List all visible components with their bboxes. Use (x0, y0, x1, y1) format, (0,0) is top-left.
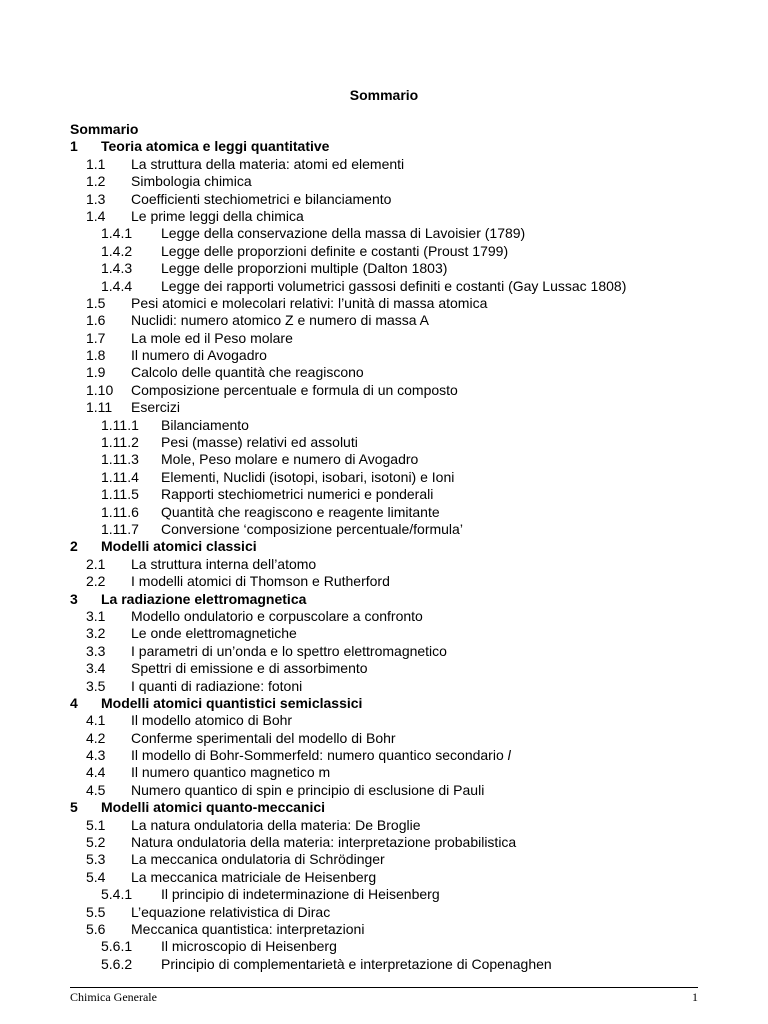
toc-entry-title: Rapporti stechiometrici numerici e ponderali (161, 486, 434, 503)
toc-entry[interactable] (70, 556, 750, 573)
toc-entry-number: 2.1 (86, 555, 106, 572)
toc-entry-title: Quantità che reagiscono e reagente limitante (161, 503, 440, 520)
toc-entry-title: La mole ed il Peso molare (131, 329, 293, 346)
toc-entry[interactable] (70, 278, 750, 295)
toc-entry[interactable] (70, 625, 750, 642)
toc-entry[interactable] (70, 521, 750, 538)
toc-entry-number: 1 (70, 138, 78, 155)
toc-entry-title: Legge dei rapporti volumetrici gassosi definiti e costanti (Gay Lussac 1808) (161, 277, 627, 294)
toc-entry[interactable] (70, 747, 750, 764)
toc-entry-title: Natura ondulatoria della materia: interpretazione probabilistica (131, 834, 517, 851)
toc-heading[interactable]: Sommario (70, 121, 139, 137)
toc-entry-title: Il modello di Bohr-Sommerfeld: numero quantico secondario l (131, 747, 511, 764)
toc-entry-number: 1.5 (86, 294, 106, 311)
toc-entry-title: L’equazione relativistica di Dirac (131, 903, 331, 920)
toc-entry[interactable] (70, 225, 750, 242)
table-of-contents (70, 121, 750, 973)
toc-entry-title: I quanti di radiazione: fotoni (131, 677, 303, 694)
toc-entry[interactable] (70, 938, 750, 955)
toc-entry-title: I parametri di un’onda e lo spettro elettromagnetico (131, 642, 447, 659)
toc-entry-number: 3.5 (86, 677, 106, 694)
toc-entry[interactable] (70, 573, 750, 590)
toc-entry-title: La radiazione elettromagnetica (101, 590, 307, 607)
toc-entry-title: La meccanica matriciale de Heisenberg (131, 868, 377, 885)
toc-entry[interactable] (70, 330, 750, 347)
toc-entry[interactable] (70, 243, 750, 260)
toc-entry[interactable] (70, 364, 750, 381)
toc-entry[interactable] (70, 851, 750, 868)
toc-entry-title: Esercizi (131, 399, 181, 416)
toc-entry[interactable] (70, 382, 750, 399)
toc-entry[interactable] (70, 591, 750, 608)
toc-entry[interactable] (70, 138, 750, 155)
toc-entry-number: 1.4 (86, 207, 106, 224)
toc-entry[interactable] (70, 660, 750, 677)
toc-entry-number: 1.3 (86, 190, 106, 207)
toc-entry-number: 5.2 (86, 834, 106, 851)
toc-entry-title: Il principio di indeterminazione di Heisenberg (161, 886, 440, 903)
toc-entry-number: 3.3 (86, 642, 106, 659)
toc-entry[interactable] (70, 417, 750, 434)
toc-entry-number: 4.3 (86, 747, 106, 764)
toc-entry[interactable] (70, 730, 750, 747)
toc-entry-number: 1.10 (86, 381, 114, 398)
toc-entry-title: Modelli atomici quantistici semiclassici (101, 694, 363, 711)
toc-entry[interactable] (70, 260, 750, 277)
toc-entry[interactable] (70, 799, 750, 816)
toc-entry-title: Legge della conservazione della massa di Lavoisier (1789) (161, 225, 526, 242)
toc-entry-number: 5.6 (86, 920, 106, 937)
toc-entry-title: Modello ondulatorio e corpuscolare a confronto (131, 607, 423, 624)
toc-entry[interactable] (70, 643, 750, 660)
toc-entry-number: 1.11.5 (101, 486, 139, 503)
toc-entry-title: Bilanciamento (161, 416, 249, 433)
toc-entry[interactable] (70, 712, 750, 729)
toc-entry-number: 1.8 (86, 347, 106, 364)
toc-entry-number: 1.11 (86, 399, 113, 416)
toc-entry-title: Pesi atomici e molecolari relativi: l’unità di massa atomica (131, 294, 488, 311)
toc-entry-title: Legge delle proporzioni multiple (Dalton 1803) (161, 260, 448, 277)
toc-entry-number: 5.5 (86, 903, 106, 920)
toc-entry-number: 5.6.2 (101, 955, 133, 972)
toc-entry-title: Coefficienti stechiometrici e bilanciamento (131, 190, 392, 207)
toc-entry-title: Composizione percentuale e formula di un composto (131, 381, 458, 398)
toc-entry[interactable] (70, 295, 750, 312)
toc-entry-number: 3.4 (86, 660, 106, 677)
toc-list (70, 138, 750, 973)
toc-entry[interactable] (70, 504, 750, 521)
toc-entry[interactable] (70, 869, 750, 886)
toc-entry-number: 1.9 (86, 364, 106, 381)
toc-entry-title: Numero quantico di spin e principio di esclusione di Pauli (131, 781, 485, 798)
toc-entry[interactable] (70, 399, 750, 416)
page-number: 1 (692, 990, 698, 1004)
toc-entry-number: 1.11.6 (101, 503, 139, 520)
toc-entry-number: 1.11.4 (101, 468, 139, 485)
toc-entry-title: Teoria atomica e leggi quantitative (101, 138, 330, 155)
toc-entry-number: 5.4.1 (101, 886, 133, 903)
toc-entry-number: 4.4 (86, 764, 106, 781)
toc-entry[interactable] (70, 173, 750, 190)
toc-entry-number: 3.2 (86, 625, 106, 642)
toc-entry-title: Calcolo delle quantità che reagiscono (131, 364, 364, 381)
toc-entry-title: Conferme sperimentali del modello di Bohr (131, 729, 396, 746)
toc-entry-number: 1.2 (86, 173, 106, 190)
footer-title: Chimica Generale (70, 990, 157, 1004)
toc-entry[interactable] (70, 904, 750, 921)
toc-entry-number: 1.4.2 (101, 242, 133, 259)
toc-entry[interactable] (70, 451, 750, 468)
toc-entry-number: 1.11.1 (101, 416, 139, 433)
toc-entry-number: 1.11.2 (101, 434, 139, 451)
toc-entry-title: Il modello atomico di Bohr (131, 712, 293, 729)
toc-entry-number: 5.3 (86, 851, 106, 868)
toc-entry[interactable] (70, 191, 750, 208)
toc-entry-title: Legge delle proporzioni definite e costanti (Proust 1799) (161, 242, 509, 259)
toc-entry-title: Il numero quantico magnetico m (131, 764, 331, 781)
toc-entry-number: 5.1 (86, 816, 106, 833)
toc-entry-title: Nuclidi: numero atomico Z e numero di massa A (131, 312, 430, 329)
toc-entry[interactable] (70, 678, 750, 695)
toc-entry-title: Le onde elettromagnetiche (131, 625, 297, 642)
toc-entry[interactable] (70, 347, 750, 364)
toc-entry-number: 3.1 (86, 607, 106, 624)
toc-entry-title: Conversione ‘composizione percentuale/formula’ (161, 520, 463, 537)
toc-entry-title: I modelli atomici di Thomson e Rutherford (131, 573, 390, 590)
toc-entry[interactable] (70, 538, 750, 555)
toc-entry-number: 5 (70, 799, 78, 816)
toc-entry[interactable] (70, 817, 750, 834)
toc-entry[interactable] (70, 434, 750, 451)
toc-entry-title: La struttura interna dell’atomo (131, 555, 317, 572)
toc-entry[interactable] (70, 156, 750, 173)
toc-entry[interactable] (70, 208, 750, 225)
toc-entry-title: Elementi, Nuclidi (isotopi, isobari, isotoni) e Ioni (161, 468, 455, 485)
toc-entry-title: Modelli atomici classici (101, 538, 257, 555)
toc-entry-title: Simbologia chimica (131, 173, 252, 190)
toc-entry[interactable] (70, 886, 750, 903)
toc-entry-number: 1.11.3 (101, 451, 139, 468)
toc-entry-title: Modelli atomici quanto-meccanici (101, 799, 326, 816)
toc-entry-number: 1.4.4 (101, 277, 133, 294)
toc-entry-title: La meccanica ondulatoria di Schrödinger (131, 851, 385, 868)
toc-entry[interactable] (70, 782, 750, 799)
toc-entry[interactable] (70, 608, 750, 625)
toc-entry-title: Principio di complementarietà e interpretazione di Copenaghen (161, 955, 552, 972)
toc-entry-number: 4 (70, 694, 78, 711)
toc-entry-title: Il numero di Avogadro (131, 347, 267, 364)
toc-entry-title: Il microscopio di Heisenberg (161, 938, 337, 955)
toc-entry-title: La struttura della materia: atomi ed elementi (131, 155, 405, 172)
page-title: Sommario (349, 87, 419, 103)
toc-entry-number: 1.7 (86, 329, 106, 346)
footer-divider (70, 987, 698, 988)
toc-entry[interactable] (70, 695, 750, 712)
toc-entry-number: 4.2 (86, 729, 106, 746)
toc-entry-title: Spettri di emissione e di assorbimento (131, 660, 368, 677)
toc-entry-number: 2 (70, 538, 78, 555)
toc-entry[interactable] (70, 921, 750, 938)
toc-entry-number: 1.1 (86, 155, 106, 172)
toc-entry[interactable] (70, 469, 750, 486)
toc-entry-number: 1.4.1 (101, 225, 133, 242)
toc-entry[interactable] (70, 486, 750, 503)
toc-entry-number: 4.5 (86, 781, 106, 798)
toc-entry[interactable] (70, 956, 750, 973)
toc-entry[interactable] (70, 312, 750, 329)
toc-entry-title: Le prime leggi della chimica (131, 207, 304, 224)
toc-entry-number: 4.1 (86, 712, 106, 729)
toc-entry-title: Meccanica quantistica: interpretazioni (131, 920, 365, 937)
toc-entry-number: 3 (70, 590, 78, 607)
toc-entry-title: Pesi (masse) relativi ed assoluti (161, 434, 358, 451)
toc-entry[interactable] (70, 764, 750, 781)
toc-entry-number: 5.4 (86, 868, 106, 885)
toc-entry[interactable] (70, 834, 750, 851)
toc-entry-title: Mole, Peso molare e numero di Avogadro (161, 451, 419, 468)
toc-entry-number: 5.6.1 (101, 938, 133, 955)
toc-entry-number: 1.6 (86, 312, 106, 329)
toc-entry-title: La natura ondulatoria della materia: De Broglie (131, 816, 421, 833)
toc-entry-number: 2.2 (86, 573, 106, 590)
toc-entry-number: 1.4.3 (101, 260, 133, 277)
toc-entry-number: 1.11.7 (101, 520, 139, 537)
